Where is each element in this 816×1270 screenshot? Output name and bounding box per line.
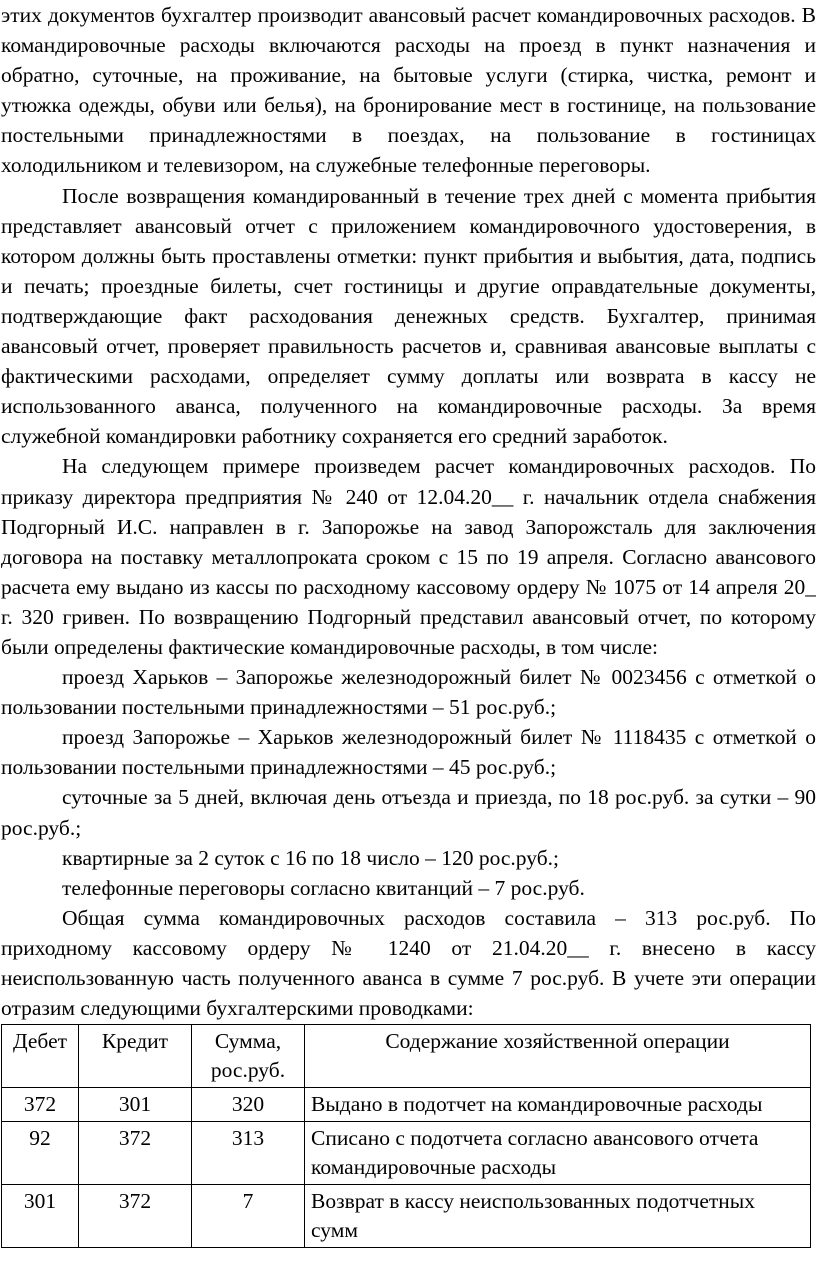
cell-description: Выдано в подотчет на командировочные расходы	[305, 1088, 811, 1122]
header-credit: Кредит	[79, 1025, 192, 1088]
cell-debit: 92	[2, 1122, 79, 1185]
cell-sum: 7	[192, 1185, 305, 1248]
table-header-row	[2, 1025, 811, 1088]
expense-item-2: проезд Запорожье – Харьков железнодорожный билет № 1118435 с отметкой о пользовании постельными принадлежностями – 45 рос.руб.;	[1, 725, 816, 780]
accounting-entries-table	[1, 1024, 811, 1248]
header-debit: Дебет	[2, 1025, 79, 1088]
cell-credit: 372	[79, 1122, 192, 1185]
expense-item-4: квартирные за 2 суток с 16 по 18 число – 120 рос.руб.;	[62, 845, 560, 870]
header-description: Содержание хозяйственной операции	[305, 1025, 811, 1088]
paragraph-3: На следующем примере произведем расчет командировочных расходов. По приказу директора предприятия № 240 от 12.04.20__ г. начальник отдела снабжения Подгорный И.С. направлен в г. Запорожье на завод Запорожсталь для заключения договора на поставку металлопроката сроком с 15 по 19 апреля. Согласно авансового расчета ему выдано из кассы по расходному кассовому ордеру № 1075 от 14 апреля 20_ г. 320 гривен. По возвращению Подгорный представил авансовый отчет, по которому были определены фактические командировочные расходы, в том числе:	[1, 454, 816, 659]
table-row	[2, 1088, 811, 1122]
paragraph-2: После возвращения командированный в течение трех дней с момента прибытия представляет авансовый отчет с приложением командировочного удостоверения, в котором должны быть проставлены отметки: пункт прибытия и выбытия, дата, подпись и печать; проездные билеты, счет гостиницы и другие оправдательные документы, подтверждающие факт расходования денежных средств. Бухгалтер, принимая авансовый отчет, проверяет правильность расчетов и, сравнивая авансовые выплаты с фактическими расходами, определяет сумму доплаты или возврата в кассу не использованного аванса, полученного на командировочные расходы. За время служебной командировки работнику сохраняется его средний заработок.	[1, 183, 816, 449]
paragraph-summary: Общая сумма командировочных расходов составила – 313 рос.руб. По приходному кассовому ордеру № 1240 от 21.04.20__ г. внесено в кассу неиспользованную часть полученного аванса в сумме 7 рос.руб. В учете эти операции отразим следующими бухгалтерскими проводками:	[1, 905, 816, 1021]
cell-credit: 372	[79, 1185, 192, 1248]
expense-item-5: телефонные переговоры согласно квитанций – 7 рос.руб.	[62, 875, 585, 900]
cell-debit: 372	[2, 1088, 79, 1122]
document-body	[1, 0, 816, 1023]
table-row	[2, 1122, 811, 1185]
cell-sum: 313	[192, 1122, 305, 1185]
expense-item-3: суточные за 5 дней, включая день отъезда и приезда, по 18 рос.руб. за сутки – 90 рос.руб.;	[1, 785, 816, 840]
cell-description: Списано с подотчета согласно авансового отчета командировочные расходы	[305, 1122, 811, 1185]
table-row	[2, 1185, 811, 1248]
cell-credit: 301	[79, 1088, 192, 1122]
expense-item-1: проезд Харьков – Запорожье железнодорожный билет № 0023456 с отметкой о пользовании постельными принадлежностями – 51 рос.руб.;	[1, 665, 816, 720]
cell-description: Возврат в кассу неиспользованных подотчетных сумм	[305, 1185, 811, 1248]
header-sum: Сумма, рос.руб.	[192, 1025, 305, 1088]
paragraph-1: этих документов бухгалтер производит авансовый расчет командировочных расходов. В командировочные расходы включаются расходы на проезд в пункт назначения и обратно, суточные, на проживание, на бытовые услуги (стирка, чистка, ремонт и утюжка одежды, обуви или белья), на бронирование мест в гостинице, на пользование постельными принадлежностями в поездах, на пользование в гостиницах холодильником и телевизором, на служебные телефонные переговоры.	[1, 3, 816, 178]
cell-debit: 301	[2, 1185, 79, 1248]
cell-sum: 320	[192, 1088, 305, 1122]
